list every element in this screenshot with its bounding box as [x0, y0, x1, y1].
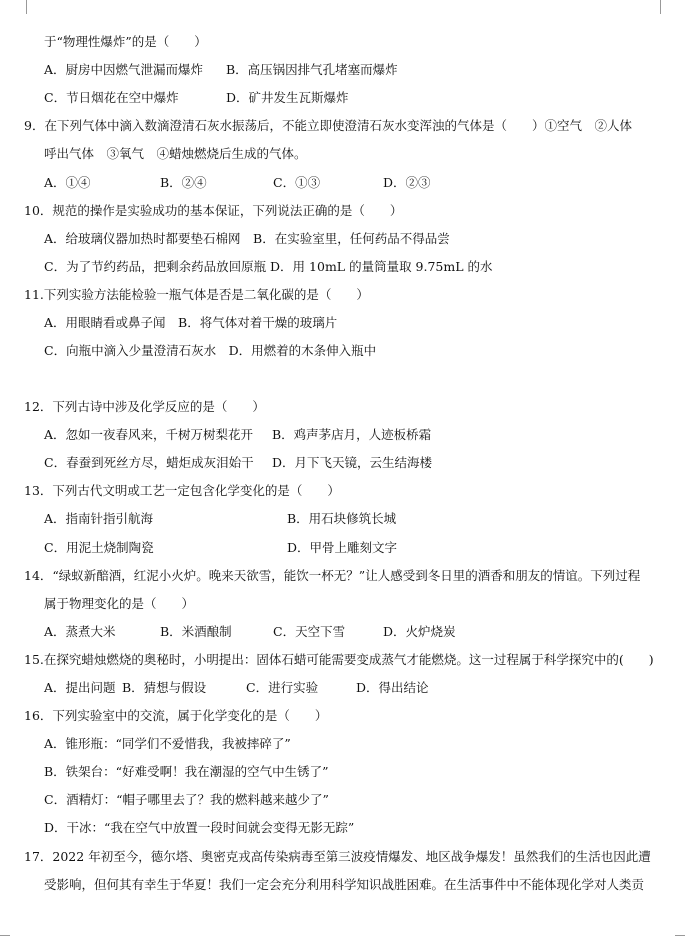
question-15-option-a: A．提出问题	[44, 680, 116, 695]
question-11-options-ab: A．用眼睛看或鼻子闻 B．将气体对着干燥的玻璃片	[44, 315, 338, 330]
question-9-option-a: A．①④	[44, 175, 91, 190]
question-15-option-c: C．进行实验	[246, 680, 319, 695]
question-9-option-b: B．②④	[160, 175, 207, 190]
question-13-option-c: C．用泥土烧制陶瓷	[44, 540, 154, 555]
question-16-option-a: A．锥形瓶：“同学们不爱惜我，我被摔碎了”	[44, 736, 291, 751]
question-12-option-d: D．月下飞天镜，云生结海楼	[272, 455, 433, 470]
question-12-option-c: C．春蚕到死丝方尽，蜡炬成灰泪始干	[44, 455, 254, 470]
question-13-option-d: D．甲骨上雕刻文字	[287, 540, 398, 555]
question-12-option-a: A．忽如一夜春风来，千树万树梨花开	[44, 427, 254, 442]
question-12-option-b: B．鸡声茅店月，人迹板桥霜	[272, 427, 432, 442]
question-9-stem-line-1: 9．在下列气体中滴入数滴澄清石灰水振荡后，不能立即使澄清石灰水变浑浊的气体是（ ）①空气 ②人体	[24, 118, 632, 133]
question-17-stem-line-1: 17．2022 年初至今，德尔塔、奥密克戎高传染病毒至第三波疫情爆发、地区战争爆发！虽然我们的生活也因此遭	[24, 849, 651, 864]
question-10-options-cd: C．为了节约药品，把剩余药品放回原瓶 D．用 10mL 的量筒量取 9.75mL 的水	[44, 259, 493, 274]
corner-mark-bottom-right	[675, 935, 685, 950]
question-15-option-b: B．猜想与假设	[122, 680, 207, 695]
question-14-stem-line-2: 属于物理变化的是（ ）	[44, 596, 195, 611]
question-14-option-c: C．天空下雪	[273, 624, 346, 639]
corner-mark-top-left	[4, 0, 27, 14]
question-12-stem: 12．下列古诗中涉及化学反应的是（ ）	[24, 399, 265, 414]
question-8-continuation: 于“物理性爆炸”的是（ ）	[44, 34, 207, 49]
question-16-stem: 16．下列实验室中的交流，属于化学变化的是（ ）	[24, 708, 328, 723]
question-14-option-d: D．火炉烧炭	[383, 624, 456, 639]
question-13-option-a: A．指南针指引航海	[44, 511, 154, 526]
question-15-stem: 15.在探究蜡烛燃烧的奥秘时，小明提出：固体石蜡可能需要变成蒸气才能燃烧。这一过程属于科学探究中的( )	[24, 652, 654, 667]
question-13-stem: 13．下列古代文明或工艺一定包含化学变化的是（ ）	[24, 483, 340, 498]
question-16-option-b: B．铁架台：“好难受啊！我在潮湿的空气中生锈了”	[44, 764, 329, 779]
question-8-option-d: D．矿井发生瓦斯爆炸	[226, 90, 349, 105]
question-8-option-c: C．节日烟花在空中爆炸	[44, 90, 179, 105]
question-9-stem-line-2: 呼出气体 ③氧气 ④蜡烛燃烧后生成的气体。	[44, 146, 307, 161]
question-15-option-d: D．得出结论	[356, 680, 429, 695]
question-14-stem-line-1: 14．“绿蚁新醅酒，红泥小火炉。晚来天欲雪，能饮一杯无？”让人感受到冬日里的酒香和朋友的情谊。下列过程	[24, 568, 641, 583]
corner-mark-top-right	[660, 0, 683, 14]
question-9-option-d: D．②③	[383, 175, 431, 190]
question-17-stem-line-2: 受影响，但何其有幸生于华夏！我们一定会充分利用科学知识战胜困难。在生活事件中不能体现化学对人类贡	[44, 877, 645, 892]
question-8-option-a: A．厨房中因燃气泄漏而爆炸	[44, 62, 204, 77]
question-9-option-c: C．①③	[273, 175, 321, 190]
question-14-option-b: B．米酒酿制	[160, 624, 232, 639]
question-16-option-d: D．干冰：“我在空气中放置一段时间就会变得无影无踪”	[44, 820, 355, 835]
question-14-option-a: A．蒸煮大米	[44, 624, 116, 639]
question-16-option-c: C．酒精灯：“帽子哪里去了？我的燃料越来越少了”	[44, 792, 329, 807]
question-10-options-ab: A．给玻璃仪器加热时都要垫石棉网 B．在实验室里，任何药品不得品尝	[44, 231, 450, 246]
question-11-stem: 11.下列实验方法能检验一瓶气体是否是二氧化碳的是（ ）	[24, 287, 369, 302]
question-8-option-b: B．高压锅因排气孔堵塞而爆炸	[226, 62, 398, 77]
question-10-stem: 10．规范的操作是实验成功的基本保证，下列说法正确的是（ ）	[24, 203, 403, 218]
question-11-options-cd: C．向瓶中滴入少量澄清石灰水 D．用燃着的木条伸入瓶中	[44, 343, 377, 358]
corner-mark-bottom-left	[0, 935, 10, 950]
question-13-option-b: B．用石块修筑长城	[287, 511, 397, 526]
